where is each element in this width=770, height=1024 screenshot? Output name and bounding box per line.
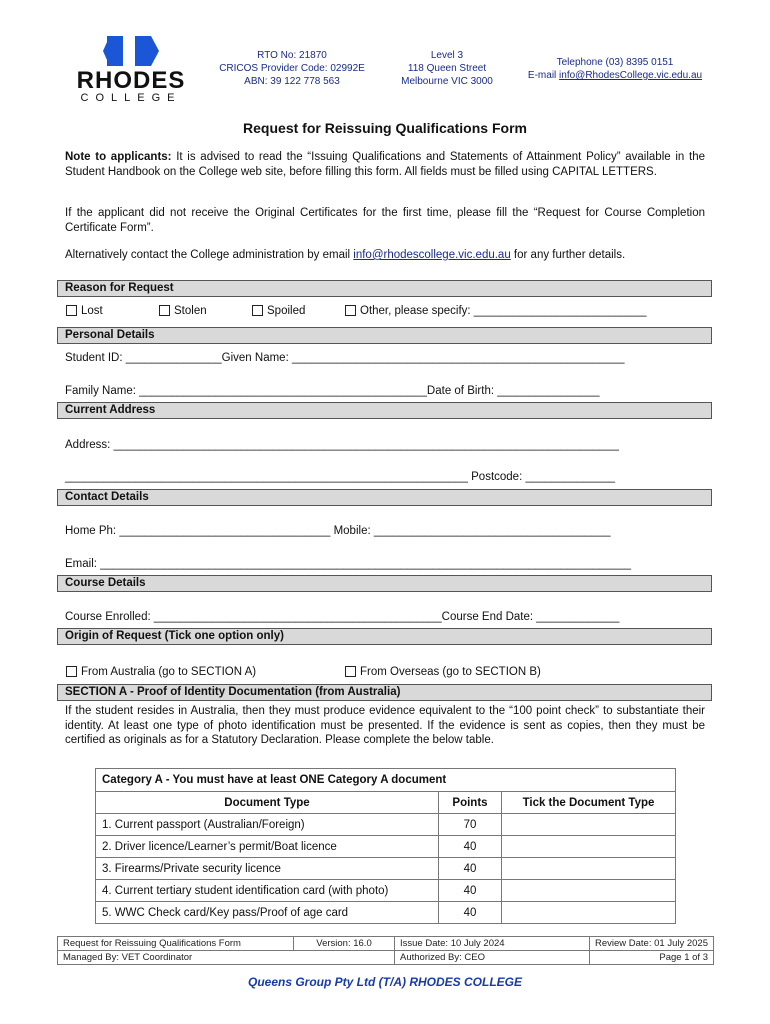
section-a-paragraph: If the student resides in Australia, then they must produce evidence equivalent to the “100 point check” to substantiate their identity. At least one type of photo identification must be presented. If the evidence is sent as copies, then they must be certified as originals as for a Statutory Declaration. Please complete the below table.	[65, 705, 705, 746]
document-footer	[57, 936, 714, 965]
telephone: Telephone (03) 8395 0151	[556, 57, 674, 68]
personal-section-header: Personal Details	[57, 327, 712, 344]
origin-overseas-option[interactable]	[345, 666, 541, 678]
stolen-checkbox[interactable]	[159, 305, 170, 316]
section-a-header: SECTION A - Proof of Identity Documentation (from Australia)	[57, 684, 712, 701]
header-document-type: Document Type	[96, 792, 439, 814]
tick-cell[interactable]	[502, 814, 676, 836]
reason-other-option[interactable]	[345, 305, 646, 317]
overseas-checkbox[interactable]	[345, 666, 356, 677]
points-cell: 40	[439, 836, 502, 858]
points-cell: 40	[439, 858, 502, 880]
document-type-cell: 5. WWC Check card/Key pass/Proof of age card	[96, 902, 439, 924]
email-label: E-mail	[527, 70, 560, 81]
australia-label: From Australia (go to SECTION A)	[81, 666, 257, 678]
table-row	[96, 858, 676, 880]
reason-section-header: Reason for Request	[57, 280, 712, 297]
address-section-header: Current Address	[57, 402, 712, 419]
tick-cell[interactable]	[502, 836, 676, 858]
contact-paragraph	[65, 248, 705, 263]
college-logo	[76, 36, 186, 106]
spoiled-label: Spoiled	[267, 305, 306, 317]
lost-checkbox[interactable]	[66, 305, 77, 316]
table-row	[96, 836, 676, 858]
address-street: 118 Queen Street	[407, 63, 487, 74]
email-line	[515, 69, 715, 82]
family-name-field[interactable]: Family Name: _____________________________________________Date of Birth: ________________	[65, 385, 600, 397]
address-field[interactable]: Address: _______________________________________________________________________________	[65, 439, 619, 451]
course-section-header: Course Details	[57, 575, 712, 592]
other-checkbox[interactable]	[345, 305, 356, 316]
note-paragraph	[65, 150, 705, 179]
footer-page-number: Page 1 of 3	[589, 951, 713, 965]
abn-number: ABN: 39 122 778 563	[244, 76, 340, 87]
email-link[interactable]: info@RhodesCollege.vic.edu.au	[559, 70, 703, 81]
note-label: Note to applicants:	[65, 151, 172, 163]
document-type-cell: 4. Current tertiary student identification card (with photo)	[96, 880, 439, 902]
table-header-row	[96, 792, 676, 814]
footer-managed-by: Managed By: VET Coordinator	[58, 951, 395, 965]
logo-subtext: COLLEGE	[80, 92, 182, 104]
contact-text-after: for any further details.	[510, 249, 626, 261]
tick-cell[interactable]	[502, 902, 676, 924]
points-cell: 70	[439, 814, 502, 836]
origin-section-header: Origin of Request (Tick one option only)	[57, 628, 712, 645]
contact-text-before: Alternatively contact the College administration by email	[65, 249, 354, 261]
lost-label: Lost	[81, 305, 103, 317]
table-row	[96, 880, 676, 902]
email-field[interactable]: Email: ___________________________________________________________________________________	[65, 558, 631, 570]
form-title: Request for Reissuing Qualifications Form	[243, 120, 527, 136]
contact-email-link[interactable]: info@rhodescollege.vic.edu.au	[353, 249, 511, 261]
phone-field[interactable]: Home Ph: _________________________________ Mobile: _____________________________________	[65, 525, 611, 537]
overseas-label: From Overseas (go to SECTION B)	[360, 666, 541, 678]
other-label[interactable]: Other, please specify: ___________________________	[360, 305, 647, 317]
address-city: Melbourne VIC 3000	[401, 76, 493, 87]
reason-spoiled-option[interactable]	[252, 305, 305, 317]
header-tick: Tick the Document Type	[502, 792, 676, 814]
document-table	[95, 768, 676, 924]
cricos-code: CRICOS Provider Code: 02992E	[219, 63, 365, 74]
table-row	[96, 814, 676, 836]
address-level: Level 3	[430, 50, 464, 61]
reason-stolen-option[interactable]	[159, 305, 207, 317]
note-text: It is advised to read the “Issuing Qualifications and Statements of Attainment Policy” available in the Student Handbook on the College web site, before filling this form. All fields must be filled using CAPITAL LETTERS.	[65, 151, 705, 178]
document-type-cell: 3. Firearms/Private security licence	[96, 858, 439, 880]
points-cell: 40	[439, 902, 502, 924]
points-cell: 40	[439, 880, 502, 902]
australia-checkbox[interactable]	[66, 666, 77, 677]
tick-cell[interactable]	[502, 858, 676, 880]
course-field[interactable]: Course Enrolled: _____________________________________________Course End Date: _____________	[65, 611, 620, 623]
logo-text: RHODES	[76, 67, 186, 94]
reason-lost-option[interactable]	[66, 305, 103, 317]
spoiled-checkbox[interactable]	[252, 305, 263, 316]
stolen-label: Stolen	[174, 305, 207, 317]
footer-review-date: Review Date: 01 July 2025	[589, 937, 713, 951]
footer-issue-date: Issue Date: 10 July 2024	[395, 937, 590, 951]
category-label: Category A - You must have at least ONE Category A document	[96, 769, 676, 792]
rto-info	[212, 49, 372, 88]
company-name: Queens Group Pty Ltd (T/A) RHODES COLLEGE	[247, 975, 522, 989]
contact-info	[515, 56, 715, 82]
footer-authorized-by: Authorized By: CEO	[395, 951, 590, 965]
contact-section-header: Contact Details	[57, 489, 712, 506]
origin-australia-option[interactable]	[66, 666, 256, 678]
tick-cell[interactable]	[502, 880, 676, 902]
footer-version: Version: 16.0	[294, 937, 395, 951]
footer-form-name: Request for Reissuing Qualifications Form	[58, 937, 294, 951]
rto-number: RTO No: 21870	[257, 50, 327, 61]
document-type-cell: 1. Current passport (Australian/Foreign)	[96, 814, 439, 836]
table-row	[96, 902, 676, 924]
document-type-cell: 2. Driver licence/Learner’s permit/Boat licence	[96, 836, 439, 858]
postcode-field[interactable]: _______________________________________________________________ Postcode: ______________	[65, 471, 616, 483]
header-points: Points	[439, 792, 502, 814]
address-info	[392, 49, 502, 88]
student-id-field[interactable]: Student ID: _______________Given Name: ____________________________________________________	[65, 352, 625, 364]
table-category-row	[96, 769, 676, 792]
logo-mark-icon	[103, 36, 159, 66]
certificate-paragraph: If the applicant did not receive the Original Certificates for the first time, please fill the “Request for Course Completion Certificate Form”.	[65, 207, 705, 234]
